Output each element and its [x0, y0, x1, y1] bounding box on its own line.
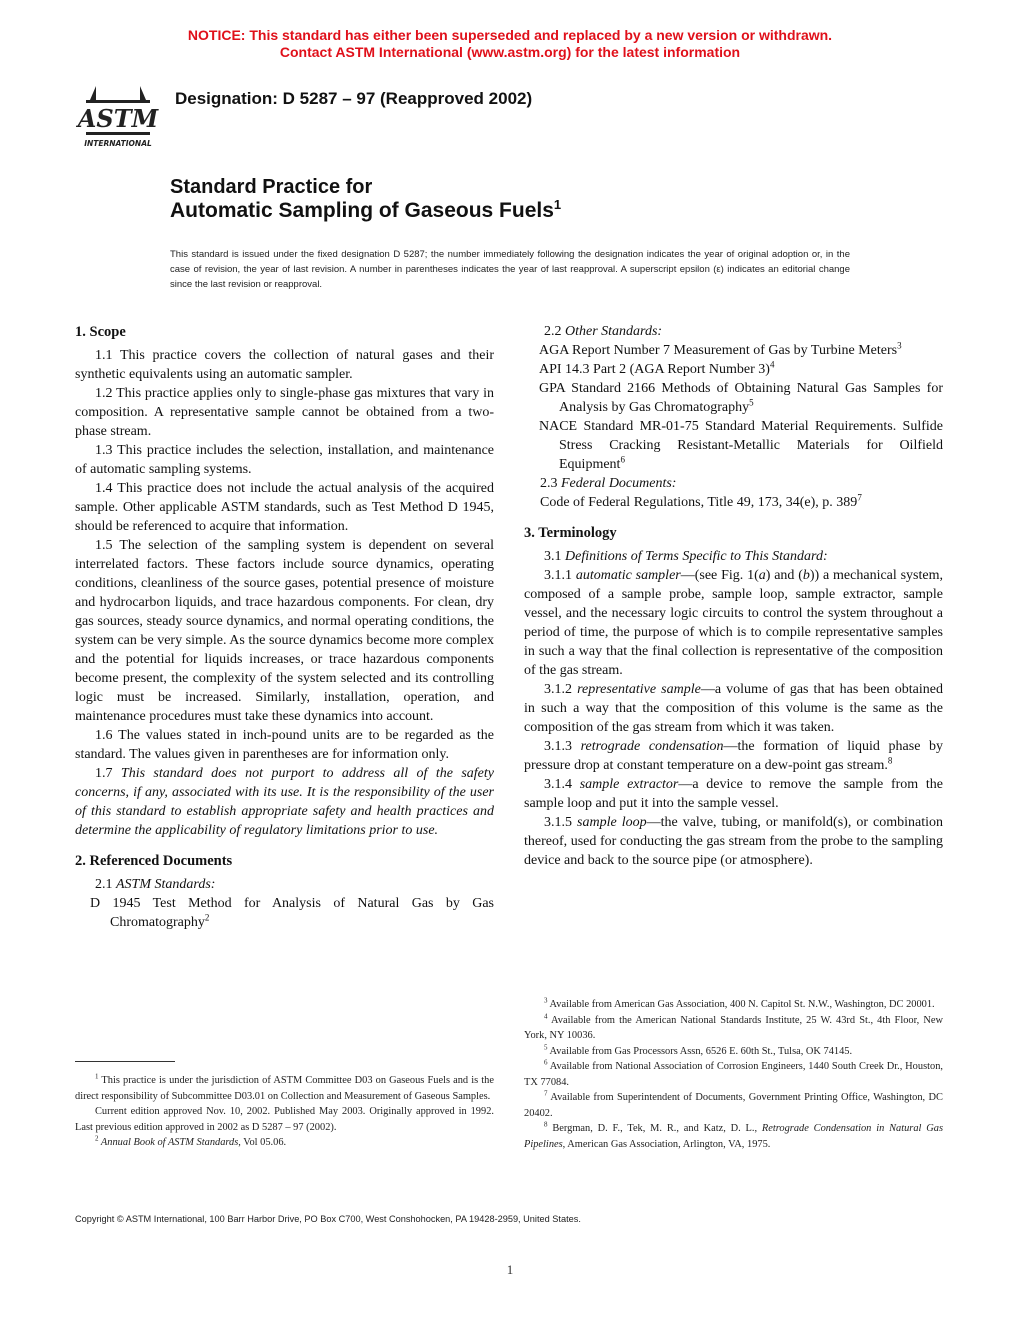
footnote-8-text-b: , American Gas Association, Arlington, VA, 1975.	[562, 1138, 771, 1150]
ref-api-text: API 14.3 Part 2 (AGA Report Number 3)	[539, 362, 770, 377]
footnote-7-text: Available from Superintendent of Documents, Government Printing Office, Washington, DC 20402.	[524, 1092, 943, 1119]
copyright-line: Copyright © ASTM International, 100 Barr Harbor Drive, PO Box C700, West Conshohocken, PA 19428-2959, United States.	[75, 1214, 581, 1224]
para-2-3	[524, 474, 943, 493]
para-2-2-label: Other Standards:	[565, 324, 663, 339]
para-2-1	[75, 875, 494, 894]
ref-gpa-fn: 5	[749, 397, 754, 408]
footnote-2-italic: Annual Book of ASTM Standards	[98, 1137, 239, 1148]
term-sample-extractor: sample extractor	[579, 777, 679, 792]
para-3-1-1-text-b: ) and (	[765, 568, 803, 583]
footnote-divider	[75, 1061, 175, 1062]
footnote-7	[524, 1090, 943, 1121]
para-1-6: 1.6 The values stated in inch-pound units are to be regarded as the standard. The values given in parentheses are for information only.	[75, 728, 494, 762]
footnote-8-text-a: Bergman, D. F., Tek, M. R., and Katz, D. L.,	[547, 1123, 762, 1134]
ref-d1945	[75, 894, 494, 932]
para-2-3-label: Federal Documents:	[561, 476, 677, 491]
left-column	[75, 323, 494, 932]
footnote-4	[524, 1013, 943, 1044]
para-3-1-number: 3.1	[544, 549, 565, 564]
para-3-1-2-text: —a volume of gas that has been obtained in such a way that the composition of this volume is the same as the composition of the gas stream from which it was taken.	[524, 682, 944, 735]
section-heading-referenced-documents: 2. Referenced Documents	[75, 853, 233, 869]
footnote-8-number: 8	[544, 1120, 548, 1129]
title-line-1: Standard Practice for	[170, 176, 373, 198]
withdrawal-notice	[0, 27, 1020, 61]
para-3-1-4-number: 3.1.4	[544, 777, 580, 792]
para-3-1-1	[524, 566, 943, 680]
para-3-1-2	[524, 680, 943, 737]
footnote-6-number: 6	[544, 1058, 548, 1067]
para-3-1-1-number: 3.1.1	[544, 568, 576, 583]
section-heading-terminology: 3. Terminology	[524, 525, 617, 541]
footnotes-right	[524, 997, 943, 1152]
footnote-6-text: Available from National Association of Corrosion Engineers, 1440 South Creek Dr., Houston, TX 77084.	[524, 1061, 943, 1088]
ref-aga-text: AGA Report Number 7 Measurement of Gas by Turbine Meters	[539, 343, 898, 358]
title-main: Automatic Sampling of Gaseous Fuels	[170, 199, 554, 222]
footnote-7-number: 7	[544, 1089, 548, 1098]
footnote-5-text: Available from Gas Processors Assn, 6526 E. 60th St., Tulsa, OK 74145.	[547, 1045, 853, 1057]
footnote-3-number: 3	[544, 996, 548, 1005]
para-3-1-4	[524, 775, 943, 813]
notice-line-2: Contact ASTM International (www.astm.org) for the latest information	[279, 44, 741, 60]
ref-nace-fn: 6	[620, 454, 625, 465]
para-1-4: 1.4 This practice does not include the actual analysis of the acquired sample. Other applicable ASTM standards, such as Test Method D 1945, should be referenced to acquire that information.	[75, 481, 494, 534]
fig-ref-a: a	[758, 568, 766, 583]
para-3-1-3-number: 3.1.3	[544, 739, 581, 754]
footnote-1-edition: Current edition approved Nov. 10, 2002. Published May 2003. Originally approved in 1992. Last previous edition approved in 2002 as D 5287 – 97 (2002).	[75, 1106, 494, 1133]
issuance-note: This standard is issued under the fixed designation D 5287; the number immediately following the designation indicates the year of original adoption or, in the case of revision, the year of last revision. A number in parentheses indicates the year of last reapproval. A superscript epsilon (ε) indicates an editorial change since the last revision or reapproval.	[170, 249, 850, 290]
footnote-1-text: This practice is under the jurisdiction of ASTM Committee D03 on Gaseous Fuels and is the direct responsibility of Subcommittee D03.01 on Collection and Measurement of Gaseous Samples.	[75, 1075, 494, 1102]
footnote-2-text: , Vol 05.06.	[238, 1137, 287, 1148]
designation: Designation: D 5287 – 97 (Reapproved 2002)	[175, 89, 533, 108]
para-3-1-2-number: 3.1.2	[544, 682, 578, 697]
footnote-6	[524, 1059, 943, 1090]
ref-nace	[524, 417, 943, 474]
astm-logo	[76, 80, 160, 152]
para-3-1-3	[524, 737, 943, 775]
ref-gpa-text: GPA Standard 2166 Methods of Obtaining Natural Gas Samples for Analysis by Gas Chromatography	[539, 381, 943, 415]
ref-nace-text: NACE Standard MR-01-75 Standard Material Requirements. Sulfide Stress Cracking Resistant-Metallic Materials for Oilfield Equipment	[539, 419, 943, 472]
para-1-1: 1.1 This practice covers the collection of natural gases and their synthetic equivalents using an automatic sampler.	[75, 348, 494, 382]
para-2-1-label: ASTM Standards:	[116, 877, 216, 892]
para-3-1-label: Definitions of Terms Specific to This Standard:	[565, 549, 828, 564]
footnote-3-text: Available from American Gas Association, 400 N. Capitol St. N.W., Washington, DC 20001.	[547, 999, 935, 1010]
footnote-1-number: 1	[95, 1072, 99, 1081]
page-number: 1	[506, 1262, 514, 1277]
notice-line-1: NOTICE: This standard has either been superseded and replaced by a new version or withdrawn.	[187, 27, 833, 43]
footnote-2-number: 2	[95, 1134, 99, 1143]
ref-api-fn: 4	[769, 359, 775, 370]
footnote-3	[524, 997, 943, 1013]
ref-api	[524, 360, 943, 379]
title-footnote-ref: 1	[553, 197, 562, 212]
term-retrograde-condensation: retrograde condensation	[580, 739, 724, 754]
para-3-1-5-number: 3.1.5	[544, 815, 578, 830]
term-sample-loop: sample loop	[577, 815, 647, 830]
para-3-1-5	[524, 813, 943, 870]
document-title	[170, 175, 561, 223]
para-1-7	[75, 764, 494, 840]
ref-d1945-fn: 2	[204, 912, 210, 923]
para-3-1-1-text-c: )) a mechanical system, composed of a sample probe, sample loop, sample extractor, sample vessel, and the necessary logic circuits to control the system throughout a period of time, the purpose of which is to compile representative samples in such a way that the final collection is representative of the composition of the gas stream.	[524, 568, 943, 678]
para-2-2	[524, 322, 943, 341]
term-representative-sample: representative sample	[577, 682, 701, 697]
title-line-2	[170, 199, 561, 223]
ref-gpa	[524, 379, 943, 417]
ref-aga-fn: 3	[897, 340, 902, 351]
footnote-5	[524, 1044, 943, 1060]
footnote-2	[75, 1135, 494, 1151]
para-2-3-number: 2.3	[540, 476, 561, 491]
term-automatic-sampler: automatic sampler	[575, 568, 681, 583]
footnote-4-number: 4	[544, 1012, 548, 1021]
logo-subtext: INTERNATIONAL	[84, 139, 152, 148]
para-1-7-number: 1.7	[95, 766, 121, 781]
para-3-1-4-text: —a device to remove the sample from the sample loop and put it into the sample vessel.	[524, 777, 943, 811]
para-1-5: 1.5 The selection of the sampling system is dependent on several interrelated factors. These factors include source dynamics, operating conditions, cleanliness of the source gases, potential presence of moisture and hydrocarbon liquids, and trace hazardous components. For clean, dry gas sources, steady source dynamics, and normal operating conditions, the system can be very simple. As the source dynamics become more complex and the potential for liquids increases, or trace hazardous components become present, the complexity of the system selected and its controlling logic must be increased. Similarly, installation, operation, and maintenance procedures must take these dynamics into account.	[75, 538, 494, 724]
logo-mark: ASTM	[77, 104, 159, 133]
para-1-3: 1.3 This practice includes the selection, installation, and maintenance of automatic sampling systems.	[75, 443, 494, 477]
section-heading-scope: 1. Scope	[75, 324, 126, 340]
fig-ref-b: b	[802, 568, 810, 583]
ref-d1945-text: D 1945 Test Method for Analysis of Natural Gas by Gas Chromatography	[90, 896, 494, 930]
right-column	[524, 322, 943, 870]
para-2-1-number: 2.1	[95, 877, 116, 892]
para-3-1-3-text: —the formation of liquid phase by pressure drop at constant temperature on a dew-point gas stream.	[524, 739, 944, 773]
para-3-1-1-text-a: —(see Fig. 1(	[680, 568, 759, 583]
ref-cfr-text: Code of Federal Regulations, Title 49, 173, 34(e), p. 389	[540, 495, 858, 510]
para-3-1-3-fn: 8	[887, 755, 893, 766]
ref-aga	[524, 341, 943, 360]
footnotes-left	[75, 1073, 494, 1151]
footnote-5-number: 5	[544, 1043, 548, 1052]
ref-cfr	[524, 493, 943, 512]
para-3-1-5-text: —the valve, tubing, or manifold(s), or combination thereof, used for conducting the gas stream from the probe to the sampling device and back to the source pipe (or atmosphere).	[524, 815, 944, 868]
footnote-8	[524, 1121, 943, 1152]
para-1-2: 1.2 This practice applies only to single-phase gas mixtures that vary in composition. A representative sample cannot be obtained from a two-phase stream.	[75, 386, 494, 439]
footnote-1	[75, 1073, 494, 1104]
para-3-1	[524, 547, 943, 566]
para-2-2-number: 2.2	[544, 324, 565, 339]
footnote-4-text: Available from the American National Standards Institute, 25 W. 43rd St., 4th Floor, New York, NY 10036.	[524, 1014, 943, 1041]
footnote-8-italic: Retrograde Condensation in Natural Gas Pipelines	[524, 1123, 943, 1150]
ref-cfr-fn: 7	[857, 492, 862, 503]
para-1-7-text: This standard does not purport to address all of the safety concerns, if any, associated with its use. It is the responsibility of the user of this standard to establish appropriate safety and health practices and determine the applicability of regulatory limitations prior to use.	[75, 766, 494, 838]
